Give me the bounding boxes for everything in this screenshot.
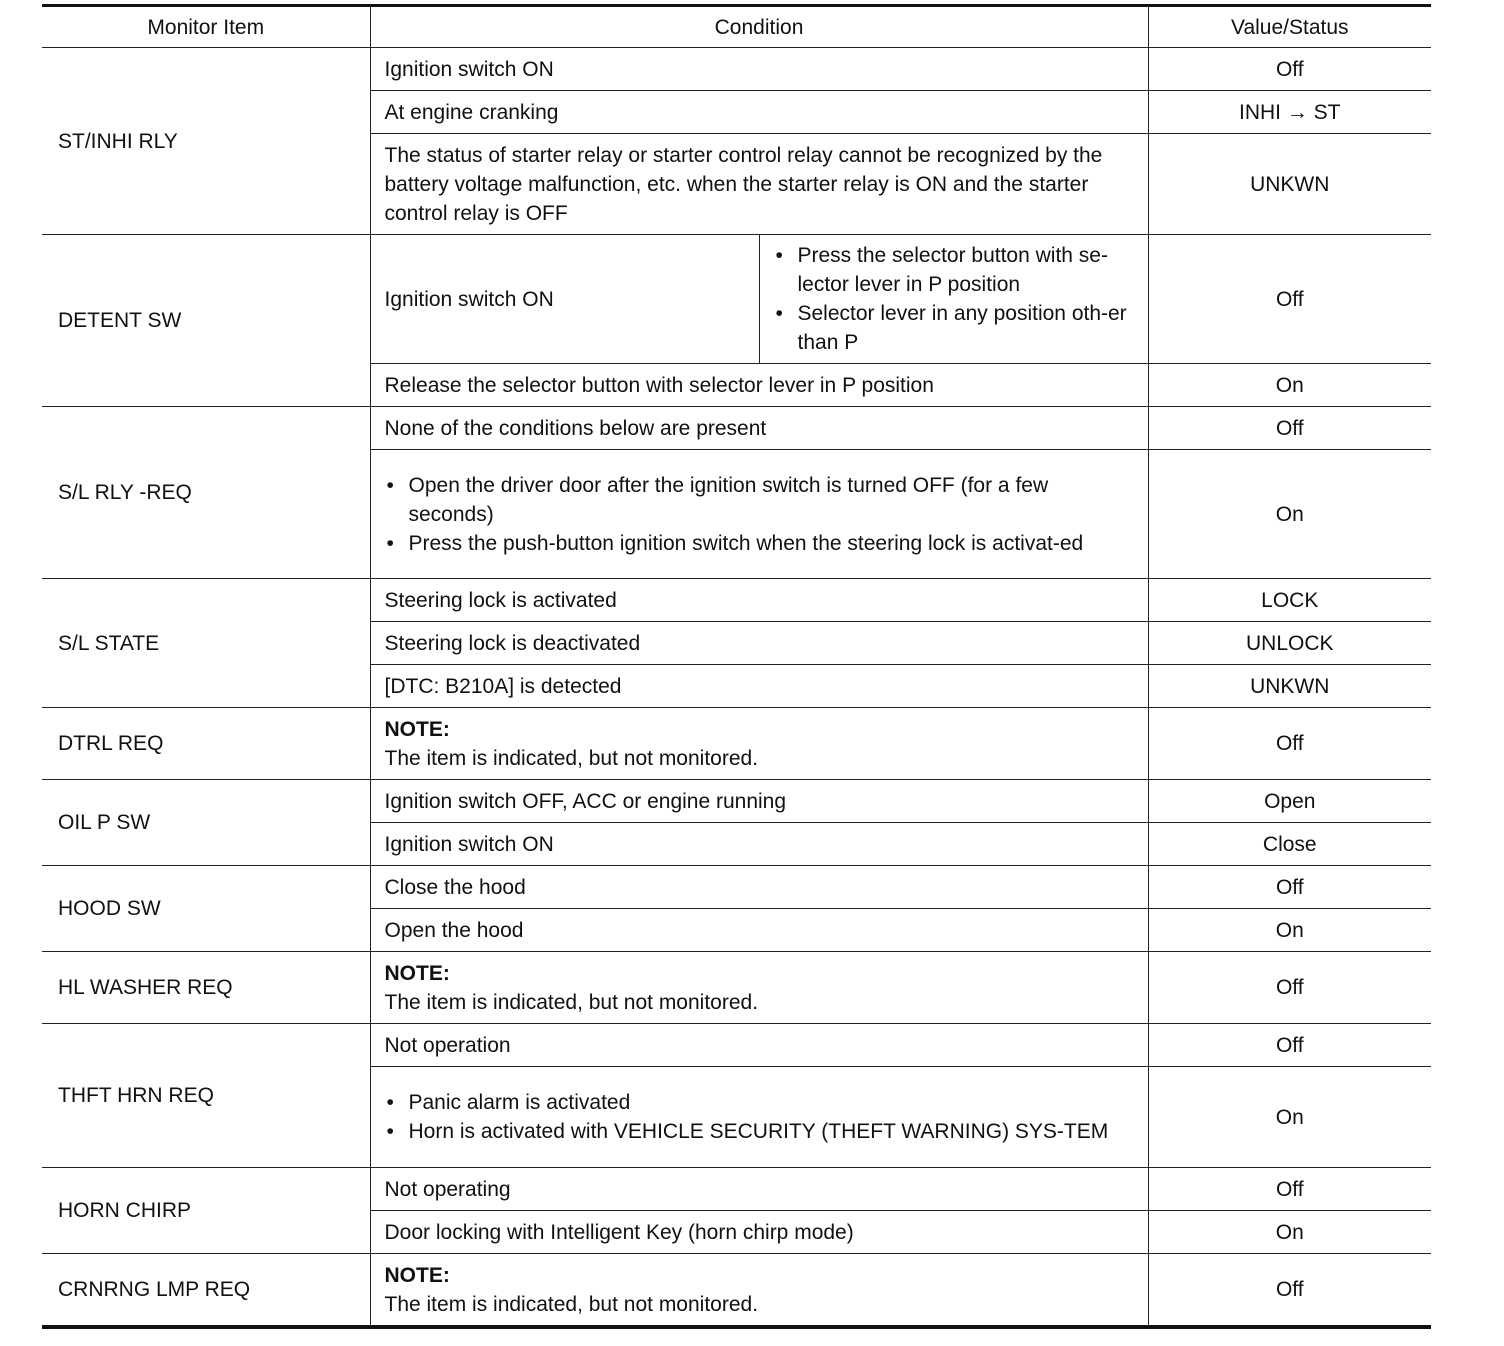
value-cell: Off [1148, 866, 1431, 909]
condition-cell: Not operating [370, 1168, 1148, 1211]
table-row [42, 48, 1431, 91]
condition-cell [370, 952, 1148, 1024]
condition-cell: Not operation [370, 1024, 1148, 1067]
monitor-item: HL WASHER REQ [42, 952, 370, 1024]
list-item: • Selector lever in any position oth-er than P [774, 299, 1134, 357]
table-row [42, 579, 1431, 622]
condition-cell: At engine cranking [370, 91, 1148, 134]
monitor-item: HOOD SW [42, 866, 370, 952]
condition-detail-cell [759, 235, 1148, 364]
value-cell: Off [1148, 708, 1431, 780]
value-cell: Off [1148, 235, 1431, 364]
condition-cell: Ignition switch ON [370, 235, 759, 364]
value-cell: INHI → ST [1148, 91, 1431, 134]
value-cell: Close [1148, 823, 1431, 866]
condition-cell: Open the hood [370, 909, 1148, 952]
condition-cell: None of the conditions below are present [370, 407, 1148, 450]
condition-cell: Door locking with Intelligent Key (horn chirp mode) [370, 1211, 1148, 1254]
condition-cell: Steering lock is deactivated [370, 622, 1148, 665]
value-cell: UNKWN [1148, 665, 1431, 708]
condition-cell: Release the selector button with selector lever in P position [370, 364, 1148, 407]
condition-cell [370, 708, 1148, 780]
note-text: The item is indicated, but not monitored. [384, 746, 759, 770]
condition-cell [370, 450, 1148, 579]
value-cell: LOCK [1148, 579, 1431, 622]
note-label: NOTE: [384, 961, 450, 985]
table-row [42, 1254, 1431, 1328]
monitor-item: S/L STATE [42, 579, 370, 708]
condition-cell: The status of starter relay or starter control relay cannot be recognized by the battery voltage malfunction, etc. when the starter relay is ON and the starter control relay is OFF [370, 134, 1148, 235]
table-row [42, 780, 1431, 823]
condition-cell: Steering lock is activated [370, 579, 1148, 622]
table-row [42, 1024, 1431, 1067]
list-item: • Horn is activated with VEHICLE SECURITY (THEFT WARNING) SYS-TEM [385, 1117, 1134, 1146]
condition-cell [370, 1254, 1148, 1328]
value-cell: Off [1148, 1254, 1431, 1328]
table-row [42, 407, 1431, 450]
monitor-item: HORN CHIRP [42, 1168, 370, 1254]
note-text: The item is indicated, but not monitored. [384, 990, 759, 1014]
note-text: The item is indicated, but not monitored. [384, 1292, 759, 1316]
monitor-table-container [42, 4, 1431, 1329]
condition-cell: Ignition switch ON [370, 48, 1148, 91]
condition-cell: Ignition switch ON [370, 823, 1148, 866]
list-item: • Press the selector button with se-lector lever in P position [774, 241, 1134, 299]
table-row [42, 952, 1431, 1024]
value-cell: On [1148, 364, 1431, 407]
value-cell: On [1148, 909, 1431, 952]
table-row [42, 1168, 1431, 1211]
table-row [42, 866, 1431, 909]
value-cell: Off [1148, 48, 1431, 91]
header-monitor-item: Monitor Item [42, 6, 370, 48]
value-cell: Open [1148, 780, 1431, 823]
monitor-item: OIL P SW [42, 780, 370, 866]
value-cell: Off [1148, 1168, 1431, 1211]
monitor-item: DTRL REQ [42, 708, 370, 780]
note-label: NOTE: [384, 1263, 450, 1287]
value-cell: On [1148, 1211, 1431, 1254]
monitor-item: THFT HRN REQ [42, 1024, 370, 1168]
list-item: • Open the driver door after the ignition switch is turned OFF (for a few seconds) [385, 471, 1134, 529]
monitor-item: S/L RLY -REQ [42, 407, 370, 579]
header-value-status: Value/Status [1148, 6, 1431, 48]
value-cell: Off [1148, 952, 1431, 1024]
condition-cell: [DTC: B210A] is detected [370, 665, 1148, 708]
monitor-item: ST/INHI RLY [42, 48, 370, 235]
value-cell: On [1148, 1067, 1431, 1168]
table-row [42, 235, 1431, 364]
condition-cell: Ignition switch OFF, ACC or engine running [370, 780, 1148, 823]
monitor-item: CRNRNG LMP REQ [42, 1254, 370, 1328]
monitor-item: DETENT SW [42, 235, 370, 407]
table-row [42, 708, 1431, 780]
condition-cell: Close the hood [370, 866, 1148, 909]
table-header-row [42, 6, 1431, 48]
monitor-table [42, 4, 1431, 1329]
value-cell: UNKWN [1148, 134, 1431, 235]
value-cell: On [1148, 450, 1431, 579]
value-cell: Off [1148, 1024, 1431, 1067]
value-cell: Off [1148, 407, 1431, 450]
note-label: NOTE: [384, 717, 450, 741]
list-item: • Panic alarm is activated [385, 1088, 1134, 1117]
header-condition: Condition [370, 6, 1148, 48]
value-cell: UNLOCK [1148, 622, 1431, 665]
list-item: • Press the push-button ignition switch when the steering lock is activat-ed [385, 529, 1134, 558]
condition-cell [370, 1067, 1148, 1168]
